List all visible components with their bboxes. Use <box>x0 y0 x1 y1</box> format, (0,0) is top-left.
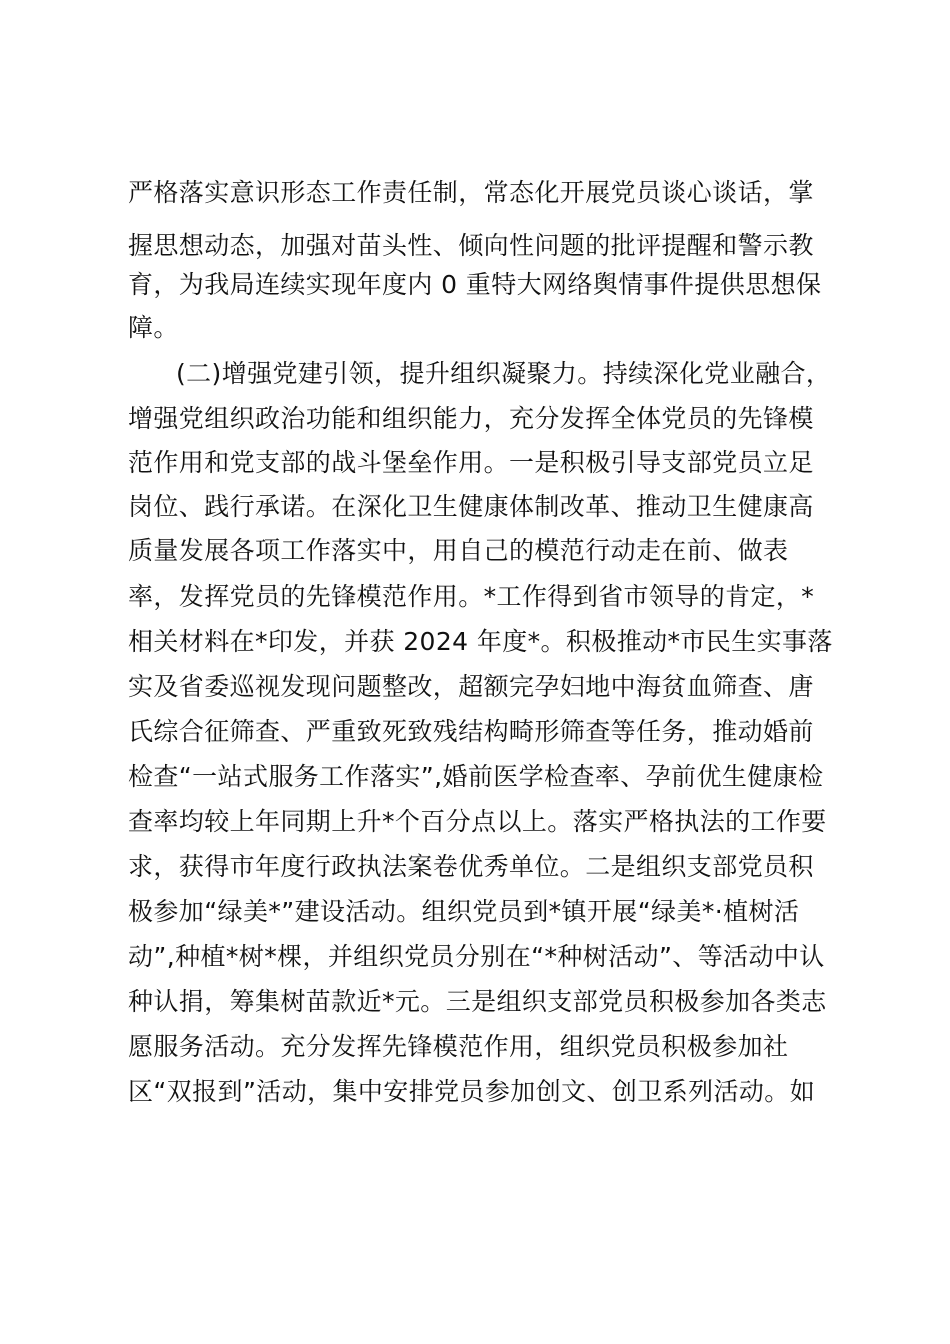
text-line: 严格落实意识形态工作责任制，常态化开展党员谈心谈话，掌 <box>128 178 814 207</box>
text-line: 质量发展各项工作落实中，用自己的模范行动走在前、做表 <box>128 536 789 565</box>
text-line: 极参加“绿美*”建设活动。组织党员到*镇开展“绿美*·植树活 <box>128 897 800 926</box>
text-line: 种认捐，筹集树苗款近*元。三是组织支部党员积极参加各类志 <box>128 987 827 1016</box>
text-line: 率，发挥党员的先锋模范作用。*工作得到省市领导的肯定，* <box>128 582 815 611</box>
text-line: 实及省委巡视发现问题整改，超额完孕妇地中海贫血筛查、唐 <box>128 672 814 701</box>
text-line: 范作用和党支部的战斗堡垒作用。一是积极引导支部党员立足 <box>128 448 814 477</box>
text-line: 查率均较上年同期上升*个百分点以上。落实严格执法的工作要 <box>128 807 827 836</box>
section-heading-line: (二)增强党建引领，提升组织凝聚力。持续深化党业融合， <box>176 359 832 388</box>
text-line: 相关材料在*印发，并获 2024 年度*。积极推动*市民生实事落 <box>128 627 833 656</box>
text-line: 增强党组织政治功能和组织能力，充分发挥全体党员的先锋模 <box>128 404 814 433</box>
text-line: 障。 <box>128 313 179 342</box>
text-line: 求，获得市年度行政执法案卷优秀单位。二是组织支部党员积 <box>128 852 814 881</box>
text-line: 握思想动态，加强对苗头性、倾向性问题的批评提醒和警示教 <box>128 231 814 260</box>
text-line: 育，为我局连续实现年度内 0 重特大网络舆情事件提供思想保 <box>128 270 822 299</box>
text-line: 岗位、践行承诺。在深化卫生健康体制改革、推动卫生健康高 <box>128 492 814 521</box>
text-line: 愿服务活动。充分发挥先锋模范作用，组织党员积极参加社 <box>128 1032 789 1061</box>
text-line: 区“双报到”活动，集中安排党员参加创文、创卫系列活动。如 <box>128 1077 816 1106</box>
text-line: 检查“一站式服务工作落实”,婚前医学检查率、孕前优生健康检 <box>128 762 824 791</box>
text-line: 动”,种植*树*棵，并组织党员分别在“*种树活动”、等活动中认 <box>128 942 825 971</box>
text-line: 氏综合征筛查、严重致死致残结构畸形筛查等任务，推动婚前 <box>128 717 814 746</box>
